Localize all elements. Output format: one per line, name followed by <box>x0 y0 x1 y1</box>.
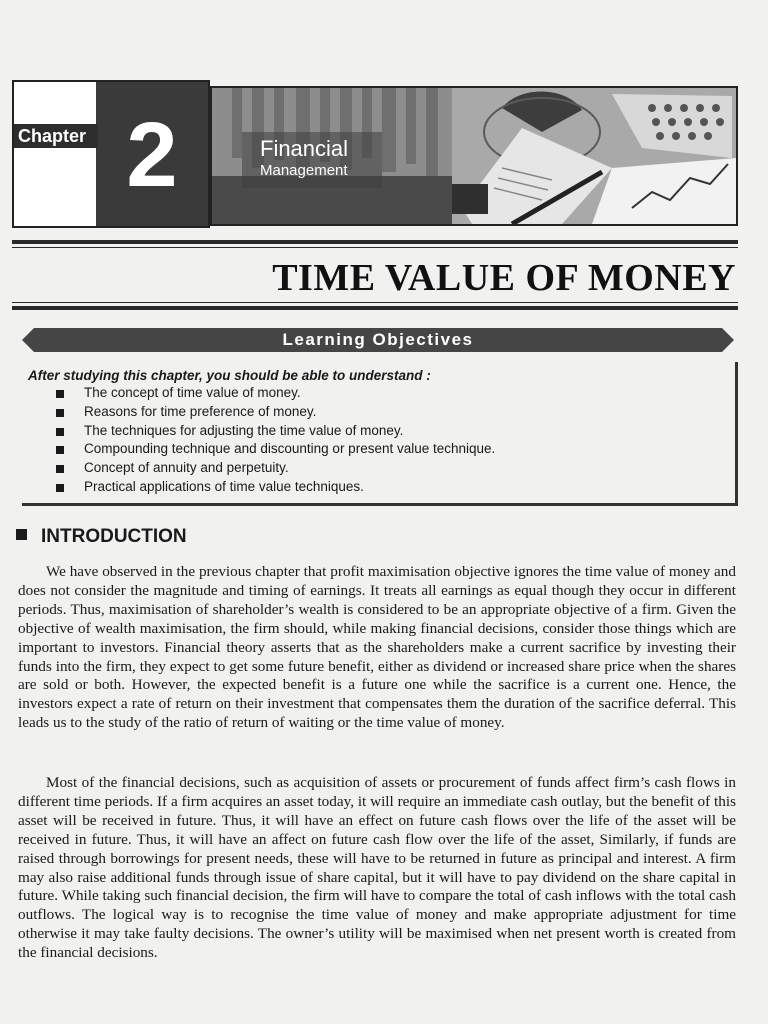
introduction-heading <box>16 526 187 548</box>
objective-item <box>56 478 495 497</box>
chapter-number: 2 <box>126 104 178 206</box>
chapter-label: Chapter <box>14 124 98 148</box>
bullet-square-icon <box>56 390 64 398</box>
objective-item <box>56 440 495 459</box>
title-rule-top <box>12 240 738 244</box>
banner-title <box>260 136 348 180</box>
objective-text: Compounding technique and discounting or present value technique. <box>84 441 496 457</box>
title-rule-top-thin <box>12 247 738 248</box>
title-rule-bottom-thin <box>12 302 738 303</box>
chapter-banner-image <box>210 86 738 226</box>
introduction-paragraph-1: We have observed in the previous chapter that profit maximisation objective ignores the time value of money and does not consider the magnitude and timing of earnings. It treats all earnings as equal though they occur in different periods. Thus, maximisation of shareholder’s wealth is considered to be an appropriate objective of a firm. Given the objective of wealth maximisation, the firm should, while making financial decisions, consider those things which are important to investors. Financial theory asserts that as the shareholders make a current sacrifice by investing their funds into the firm, they expect to get some future benefit, either as dividend or increased share price when the shares are sold or both. However, the expected benefit is a future one while the sacrifice is a current one. Hence, the investors expect a rate of return on their investment that compensates them the duration of the sacrifice deferral. This leads us to the study of the ratio of return of waiting or the time value of money. <box>18 563 736 732</box>
objective-item <box>56 459 495 478</box>
objective-text: The concept of time value of money. <box>84 385 301 400</box>
bullet-square-icon <box>56 409 64 417</box>
bullet-square-icon <box>56 428 64 436</box>
introduction-heading-text: INTRODUCTION <box>41 526 187 547</box>
objectives-list <box>56 384 495 497</box>
title-rule-bottom <box>12 306 738 310</box>
section-square-icon <box>16 529 27 540</box>
objective-item <box>56 422 495 441</box>
objective-item <box>56 403 495 422</box>
bullet-square-icon <box>56 446 64 454</box>
objective-text: Concept of annuity and perpetuity. <box>84 460 289 476</box>
objective-text: Practical applications of time value techniques. <box>84 478 364 494</box>
learning-objectives-label: Learning Objectives <box>282 330 474 349</box>
introduction-paragraph-2: Most of the financial decisions, such as acquisition of assets or procurement of funds affect firm’s cash flows in different time periods. If a firm acquires an asset today, it will require an immediate cash outlay, but the benefit of this asset will be received in future. Thus, it will have an effect on future cash flows over the life of the asset will be received in future. Thus, it will have an affect on future cash flow over the life of the asset, Similarly, if funds are raised through borrowings for present needs, these will have to be returned in future as principal and interest. A firm may also raise additional funds through issue of share capital, but it will have to pay dividend on the share capital in future. While taking such financial decision, the firm will have to compare the total of cash inflows with the total cash outflows. The logical way is to recognise the time value of money and make appropriate adjustment for time otherwise it may take faulty decisions. The owner’s utility will be maximised when net present worth is created from the financial decisions. <box>18 774 736 962</box>
objective-text: Reasons for time preference of money. <box>84 403 317 419</box>
learning-objectives-bar <box>22 326 734 354</box>
chapter-title: TIME VALUE OF MONEY <box>272 257 736 299</box>
objective-text: The techniques for adjusting the time value of money. <box>84 422 404 438</box>
bullet-square-icon <box>56 484 64 492</box>
objective-item <box>56 384 495 403</box>
chapter-badge <box>12 80 210 228</box>
objectives-intro: After studying this chapter, you should be able to understand : <box>28 368 431 383</box>
banner-title-line2: Management <box>260 162 348 179</box>
bullet-square-icon <box>56 465 64 473</box>
banner-title-line1: Financial <box>260 136 349 161</box>
